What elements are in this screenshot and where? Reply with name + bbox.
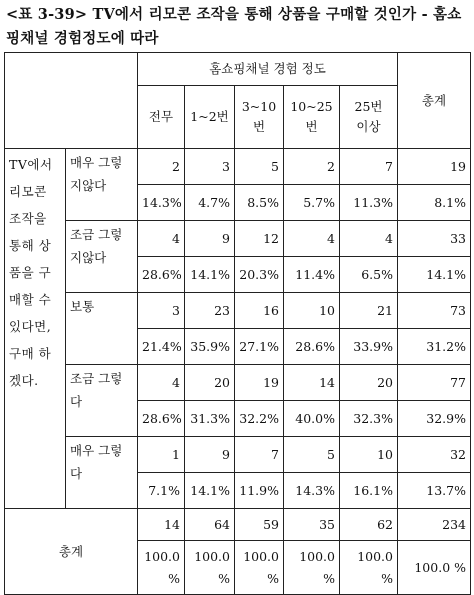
count-cell: 3 (138, 293, 185, 329)
count-cell: 77 (398, 365, 471, 401)
percent-cell: 8.1% (398, 185, 471, 221)
percent-cell: 32.9% (398, 401, 471, 437)
count-cell: 33 (398, 221, 471, 257)
row-label: 조금 그렇지않다 (66, 221, 138, 293)
total-count-cell: 59 (235, 509, 284, 541)
count-cell: 7 (340, 149, 398, 185)
percent-cell: 27.1% (235, 329, 284, 365)
column-header-line1: 전무 (148, 109, 174, 124)
count-cell: 5 (284, 437, 340, 473)
percent-cell: 7.1% (138, 473, 185, 509)
total-count-cell: 62 (340, 509, 398, 541)
count-cell: 4 (138, 221, 185, 257)
percent-cell: 11.9% (235, 473, 284, 509)
percent-cell: 13.7% (398, 473, 471, 509)
column-header-line1: 25번 (354, 99, 383, 114)
row-label: 조금 그렇다 (66, 365, 138, 437)
column-header (185, 86, 235, 149)
percent-cell: 5.7% (284, 185, 340, 221)
total-count-cell: 234 (398, 509, 471, 541)
total-percent-cell: 100.0 % (340, 541, 398, 595)
column-header-line1: 1~2번 (190, 109, 229, 124)
percent-cell: 11.3% (340, 185, 398, 221)
total-count-cell: 64 (185, 509, 235, 541)
column-header-line2: 이상 (356, 119, 381, 134)
column-header (340, 86, 398, 149)
percent-cell: 28.6% (284, 329, 340, 365)
count-cell: 19 (398, 149, 471, 185)
percent-cell: 14.3% (138, 185, 185, 221)
percent-cell: 28.6% (138, 257, 185, 293)
percent-cell: 20.3% (235, 257, 284, 293)
percent-cell: 35.9% (185, 329, 235, 365)
table-title-line2: 핑채널 경험정도에 따라 (6, 30, 159, 47)
count-cell: 9 (185, 437, 235, 473)
percent-cell: 14.1% (185, 473, 235, 509)
count-cell: 23 (185, 293, 235, 329)
count-cell: 10 (340, 437, 398, 473)
column-header-line2: 번 (305, 119, 318, 134)
percent-cell: 14.1% (185, 257, 235, 293)
percent-cell: 14.1% (398, 257, 471, 293)
count-cell: 19 (235, 365, 284, 401)
count-cell: 12 (235, 221, 284, 257)
percent-cell: 32.3% (340, 401, 398, 437)
percent-cell: 21.4% (138, 329, 185, 365)
count-cell: 4 (284, 221, 340, 257)
count-cell: 1 (138, 437, 185, 473)
total-percent-cell: 100.0 % (138, 541, 185, 595)
percent-cell: 33.9% (340, 329, 398, 365)
percent-cell: 28.6% (138, 401, 185, 437)
corner-cell (5, 53, 138, 149)
percent-cell: 6.5% (340, 257, 398, 293)
count-cell: 3 (185, 149, 235, 185)
count-cell: 32 (398, 437, 471, 473)
count-cell: 9 (185, 221, 235, 257)
column-header-line1: 3~10 (241, 99, 277, 114)
percent-cell: 4.7% (185, 185, 235, 221)
row-group-label: TV에서 리모콘 조작을 통해 상품을 구매할 수 있다면, 구매 하겠다. (5, 149, 66, 509)
count-cell: 7 (235, 437, 284, 473)
total-row-label: 총계 (5, 509, 138, 595)
survey-crosstab (4, 52, 471, 595)
percent-cell: 32.2% (235, 401, 284, 437)
count-cell: 14 (284, 365, 340, 401)
percent-cell: 31.2% (398, 329, 471, 365)
column-header-line2: 번 (252, 119, 266, 134)
percent-cell: 11.4% (284, 257, 340, 293)
total-percent-cell: 100.0 % (284, 541, 340, 595)
percent-cell: 14.3% (284, 473, 340, 509)
column-header-line1: 10~25 (290, 99, 333, 114)
count-cell: 73 (398, 293, 471, 329)
count-cell: 4 (138, 365, 185, 401)
count-cell: 2 (138, 149, 185, 185)
total-header: 총계 (398, 53, 471, 149)
percent-cell: 31.3% (185, 401, 235, 437)
percent-cell: 8.5% (235, 185, 284, 221)
total-percent-cell: 100.0 % (185, 541, 235, 595)
column-header (235, 86, 284, 149)
row-label: 보통 (66, 293, 138, 365)
column-header (138, 86, 185, 149)
total-percent-cell: 100.0 % (235, 541, 284, 595)
total-count-cell: 35 (284, 509, 340, 541)
count-cell: 20 (185, 365, 235, 401)
group-header: 홈쇼핑채널 경험 정도 (138, 53, 398, 86)
percent-cell: 40.0% (284, 401, 340, 437)
count-cell: 4 (340, 221, 398, 257)
row-label: 매우 그렇다 (66, 437, 138, 509)
percent-cell: 16.1% (340, 473, 398, 509)
table-title-line1: <표 3-39> TV에서 리모콘 조작을 통해 상품을 구매할 것인가 - 홈쇼 (6, 6, 462, 23)
total-percent-cell: 100.0 % (398, 541, 471, 595)
row-label: 매우 그렇지않다 (66, 149, 138, 221)
count-cell: 10 (284, 293, 340, 329)
count-cell: 21 (340, 293, 398, 329)
count-cell: 2 (284, 149, 340, 185)
column-header (284, 86, 340, 149)
count-cell: 5 (235, 149, 284, 185)
total-count-cell: 14 (138, 509, 185, 541)
count-cell: 20 (340, 365, 398, 401)
count-cell: 16 (235, 293, 284, 329)
